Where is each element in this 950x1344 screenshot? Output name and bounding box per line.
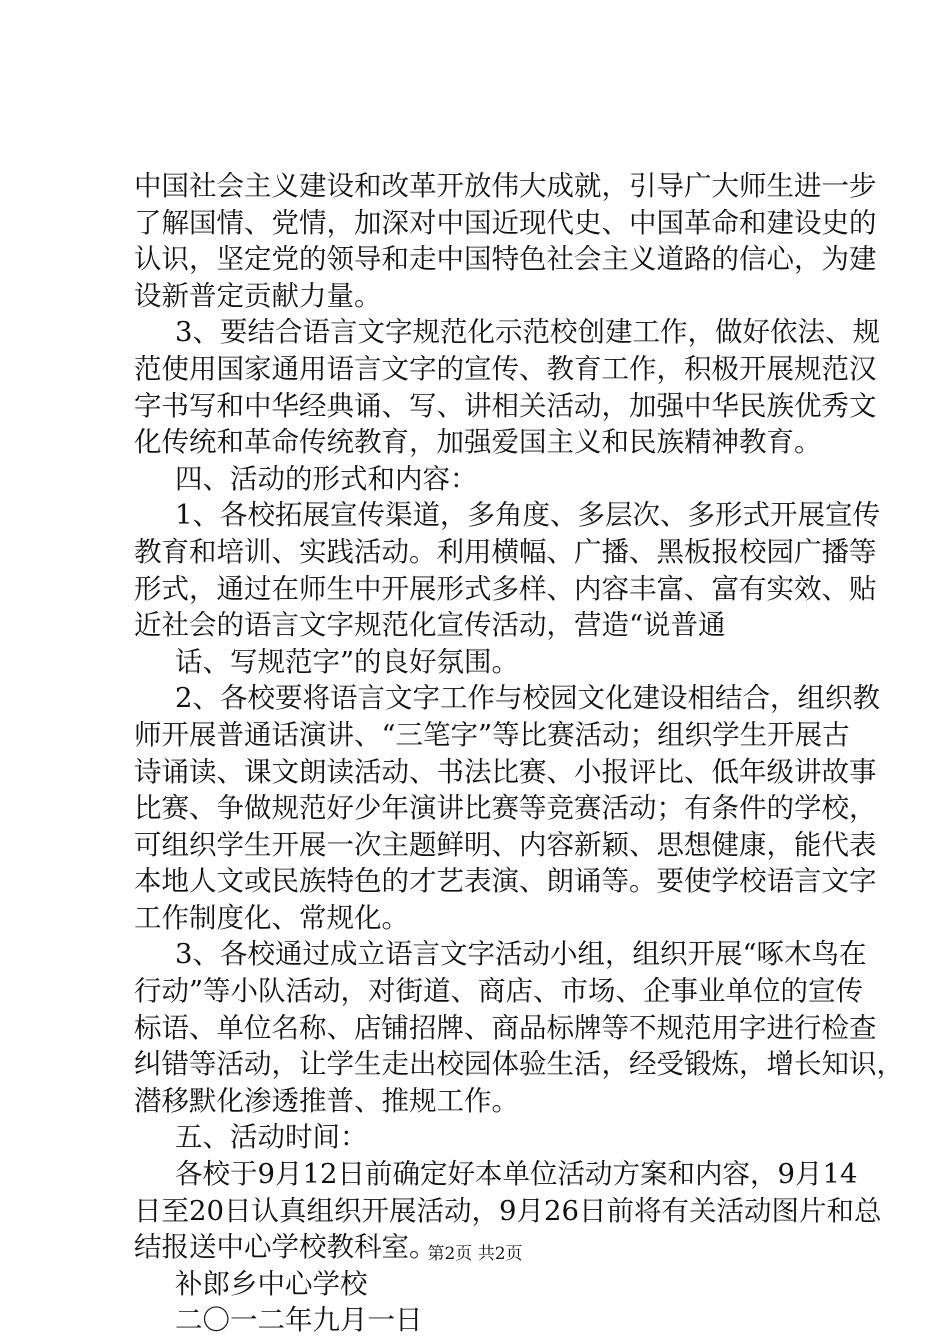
- text-line: 本地人文或民族特色的才艺表演、朗诵等。要使学校语言文字: [134, 865, 877, 898]
- text-line: 纠错等活动，让学生走出校园体验生活，经受锻炼，增长知识，: [134, 1048, 904, 1081]
- page-footer: 第2页 共2页: [427, 1244, 523, 1264]
- text-line: 3、各校通过成立语言文字活动小组，组织开展“啄木鸟在: [175, 938, 867, 971]
- text-line: 教育和培训、实践活动。利用横幅、广播、黑板报校园广播等: [134, 535, 877, 568]
- text-line: 日至20日认真组织开展活动，9月26日前将有关活动图片和总: [134, 1194, 882, 1227]
- document-body: [134, 168, 904, 1339]
- text-line: 结报送中心学校教科室。: [134, 1231, 437, 1264]
- section-heading: 五、活动时间：: [175, 1121, 368, 1154]
- signature-date: 二〇一二年九月一日: [175, 1304, 423, 1337]
- text-line: 师开展普通话演讲、“三笔字”等比赛活动；组织学生开展古: [134, 718, 850, 751]
- text-line: 设新普定贡献力量。: [134, 279, 382, 312]
- text-line: 标语、单位名称、店铺招牌、商品标牌等不规范用字进行检查: [134, 1011, 877, 1044]
- text-line: 各校于9月12日前确定好本单位活动方案和内容，9月14: [175, 1158, 858, 1191]
- text-line: 潜移默化渗透推普、推规工作。: [134, 1084, 519, 1117]
- text-line: 字书写和中华经典诵、写、讲相关活动，加强中华民族优秀文: [134, 389, 877, 422]
- text-line: 话、写规范字”的良好氛围。: [175, 645, 520, 678]
- text-line: 认识，坚定党的领导和走中国特色社会主义道路的信心，为建: [134, 243, 877, 276]
- text-line: 工作制度化、常规化。: [134, 901, 409, 934]
- signature-school: 补郎乡中心学校: [175, 1267, 368, 1300]
- text-line: 2、各校要将语言文字工作与校园文化建设相结合，组织教: [175, 682, 880, 715]
- text-line: 中国社会主义建设和改革开放伟大成就，引导广大师生进一步: [134, 170, 877, 202]
- text-line: 行动”等小队活动，对街道、商店、市场、企事业单位的宣传: [134, 975, 864, 1008]
- text-line: 1、各校拓展宣传渠道，多角度、多层次、多形式开展宣传: [175, 499, 880, 532]
- text-line: 范使用国家通用语言文字的宣传、教育工作，积极开展规范汉: [134, 352, 877, 385]
- text-line: 比赛、争做规范好少年演讲比赛等竞赛活动；有条件的学校，: [134, 792, 877, 825]
- section-heading: 四、活动的形式和内容：: [175, 462, 478, 495]
- text-line: 化传统和革命传统教育，加强爱国主义和民族精神教育。: [134, 426, 822, 459]
- text-line: 形式，通过在师生中开展形式多样、内容丰富、富有实效、贴: [134, 572, 877, 605]
- text-line: 了解国情、党情，加深对中国近现代史、中国革命和建设史的: [134, 206, 877, 239]
- text-line: 诗诵读、课文朗读活动、书法比赛、小报评比、低年级讲故事: [134, 755, 877, 788]
- text-line: 可组织学生开展一次主题鲜明、内容新颖、思想健康，能代表: [134, 828, 877, 861]
- text-line: 近社会的语言文字规范化宣传活动，营造“说普通: [134, 609, 726, 642]
- text-line: 3、要结合语言文字规范化示范校创建工作，做好依法、规: [175, 316, 880, 349]
